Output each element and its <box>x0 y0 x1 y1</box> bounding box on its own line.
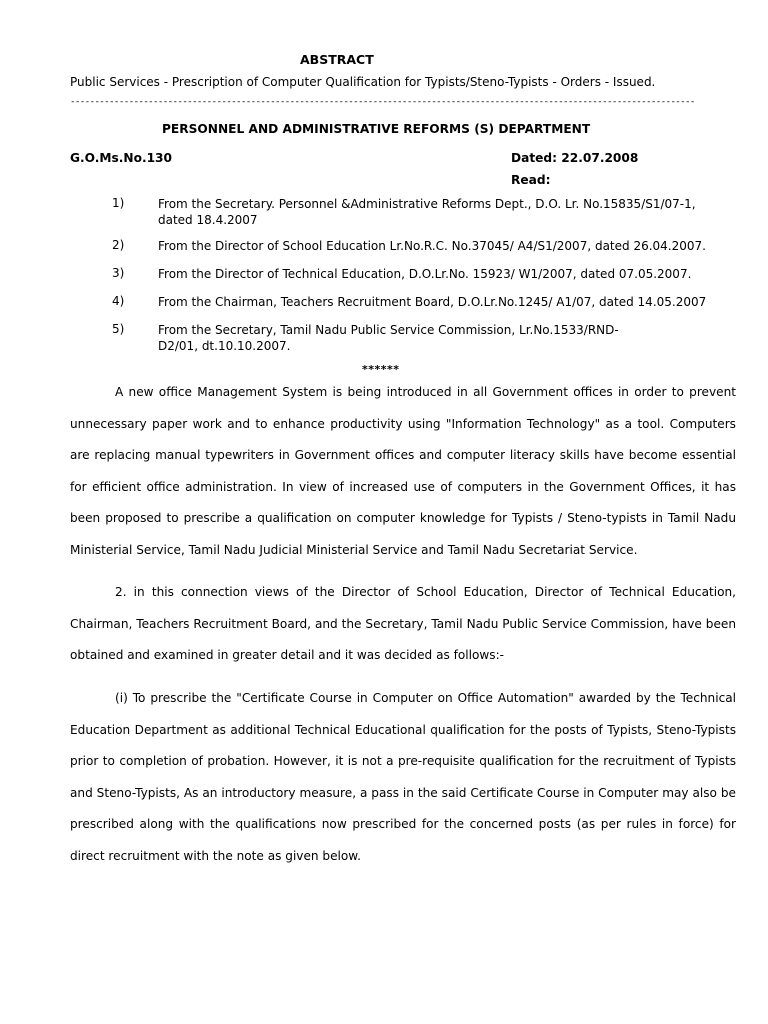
reference-number: 4) <box>112 294 125 308</box>
body-paragraph: (i) To prescribe the "Certificate Course in Computer on Office Automation" awarded by the Technical Education Department as additional Technical Educational qualification for the posts of Typists, Steno-Typists prior to completion of probation. However, it is not a pre-requisite qualification for the recruitment of Typists and Steno-Typists, As an introductory measure, a pass in the said Certificate Course in Computer may also be prescribed along with the qualifications now prescribed for the concerned posts (as per rules in force) for direct recruitment with the note as given below. <box>70 691 736 863</box>
dated-label: Dated: 22.07.2008 <box>511 151 639 165</box>
body-paragraph: A new office Management System is being introduced in all Government offices in order to prevent unnecessary paper work and to enhance productivity using "Information Technology" as a tool. Computers are replacing manual typewriters in Government offices and computer literacy skills have become essential for efficient office administration. In view of increased use of computers in the Government Offices, it has been proposed to prescribe a qualification on computer knowledge for Typists / Steno-typists in Tamil Nadu Ministerial Service, Tamil Nadu Judicial Ministerial Service and Tamil Nadu Secretariat Service. <box>70 385 736 557</box>
read-label: Read: <box>511 173 551 187</box>
department-heading: PERSONNEL AND ADMINISTRATIVE REFORMS (S) DEPARTMENT <box>162 122 591 136</box>
reference-number: 3) <box>112 266 125 280</box>
subject-line: Public Services - Prescription of Computer Qualification for Typists/Steno-Typists - Orders - Issued. <box>70 75 656 89</box>
abstract-heading: ABSTRACT <box>300 52 374 67</box>
separator-stars: ****** <box>362 363 400 376</box>
dashed-divider: -------------------------------------------------------------------------------------------------------------------------------- <box>70 97 695 107</box>
reference-number: 5) <box>112 322 125 336</box>
reference-text: From the Secretary, Tamil Nadu Public Service Commission, Lr.No.1533/RND-D2/01, dt.10.10.2007. <box>158 323 619 353</box>
reference-number: 2) <box>112 238 125 252</box>
reference-text: From the Chairman, Teachers Recruitment Board, D.O.Lr.No.1245/ A1/07, dated 14.05.2007 <box>158 295 707 309</box>
body-paragraph: 2. in this connection views of the Director of School Education, Director of Technical Education, Chairman, Teachers Recruitment Board, and the Secretary, Tamil Nadu Public Service Commission, have been obtained and examined in greater detail and it was decided as follows:- <box>70 585 736 663</box>
go-number: G.O.Ms.No.130 <box>70 151 173 165</box>
reference-text: From the Secretary. Personnel &Administrative Reforms Dept., D.O. Lr. No.15835/S1/07-1, dated 18.4.2007 <box>158 197 696 227</box>
reference-text: From the Director of School Education Lr.No.R.C. No.37045/ A4/S1/2007, dated 26.04.2007. <box>158 239 706 253</box>
reference-number: 1) <box>112 196 125 210</box>
reference-text: From the Director of Technical Education, D.O.Lr.No. 15923/ W1/2007, dated 07.05.2007. <box>158 267 692 281</box>
